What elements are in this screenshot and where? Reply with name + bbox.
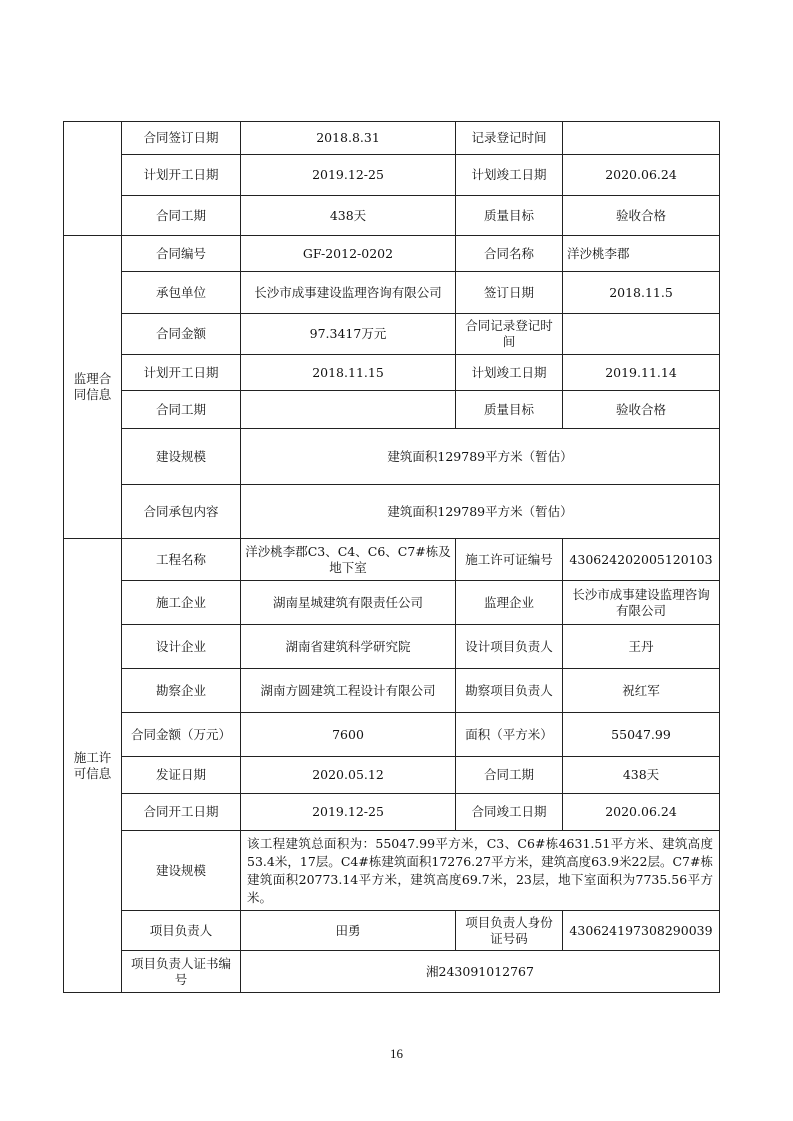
table-row — [64, 236, 720, 272]
supervisor-value: 长沙市成事建设监理咨询有限公司 — [563, 581, 720, 625]
field-label: 质量目标 — [456, 391, 563, 429]
builder-value: 湖南星城建筑有限责任公司 — [241, 581, 456, 625]
manager-value: 田勇 — [241, 911, 456, 951]
table-row — [64, 831, 720, 911]
area-value: 55047.99 — [563, 713, 720, 757]
amount-value: 97.3417万元 — [241, 314, 456, 355]
field-label: 面积（平方米） — [456, 713, 563, 757]
field-label: 签订日期 — [456, 272, 563, 314]
start-value: 2019.12-25 — [241, 794, 456, 831]
field-value: 验收合格 — [563, 196, 720, 236]
field-label: 合同名称 — [456, 236, 563, 272]
field-label: 合同承包内容 — [122, 485, 241, 539]
survey-value: 湖南方圆建筑工程设计有限公司 — [241, 669, 456, 713]
table-row — [64, 757, 720, 794]
field-label: 施工企业 — [122, 581, 241, 625]
field-label: 勘察企业 — [122, 669, 241, 713]
field-label: 质量目标 — [456, 196, 563, 236]
table-row — [64, 196, 720, 236]
table-row — [64, 669, 720, 713]
issue-date-value: 2020.05.12 — [241, 757, 456, 794]
survey-lead-value: 祝红军 — [563, 669, 720, 713]
table-row — [64, 391, 720, 429]
quality-value: 验收合格 — [563, 391, 720, 429]
field-label: 计划竣工日期 — [456, 355, 563, 391]
project-name-value: 洋沙桃李郡C3、C4、C6、C7#栋及地下室 — [241, 539, 456, 581]
manager-id-value: 430624197308290039 — [563, 911, 720, 951]
field-label: 勘察项目负责人 — [456, 669, 563, 713]
field-label: 计划开工日期 — [122, 155, 241, 196]
field-label: 项目负责人 — [122, 911, 241, 951]
field-label: 合同工期 — [122, 391, 241, 429]
field-label: 合同签订日期 — [122, 122, 241, 155]
field-label: 建设规模 — [122, 831, 241, 911]
field-value: 2018.8.31 — [241, 122, 456, 155]
top-section-cell — [64, 122, 122, 236]
field-value: 2019.12-25 — [241, 155, 456, 196]
field-label: 合同金额 — [122, 314, 241, 355]
contract-no-value: GF-2012-0202 — [241, 236, 456, 272]
table-row — [64, 314, 720, 355]
field-label: 计划开工日期 — [122, 355, 241, 391]
field-label: 建设规模 — [122, 429, 241, 485]
field-label: 设计项目负责人 — [456, 625, 563, 669]
field-label: 合同记录登记时间 — [456, 314, 563, 355]
permit-no-value: 430624202005120103 — [563, 539, 720, 581]
table-row — [64, 581, 720, 625]
field-label: 合同竣工日期 — [456, 794, 563, 831]
design-lead-value: 王丹 — [563, 625, 720, 669]
field-label: 发证日期 — [122, 757, 241, 794]
table-row — [64, 485, 720, 539]
contract-name-value: 洋沙桃李郡 — [563, 236, 720, 272]
duration-value — [241, 391, 456, 429]
field-label: 承包单位 — [122, 272, 241, 314]
field-label: 合同工期 — [122, 196, 241, 236]
field-label: 施工许可证编号 — [456, 539, 563, 581]
table-row — [64, 539, 720, 581]
field-label: 合同编号 — [122, 236, 241, 272]
plan-end-value: 2019.11.14 — [563, 355, 720, 391]
field-label: 工程名称 — [122, 539, 241, 581]
field-label: 项目负责人证书编号 — [122, 951, 241, 993]
field-label: 监理企业 — [456, 581, 563, 625]
page-number: 16 — [390, 1046, 403, 1061]
field-value — [563, 122, 720, 155]
field-label: 设计企业 — [122, 625, 241, 669]
contractor-value: 长沙市成事建设监理咨询有限公司 — [241, 272, 456, 314]
plan-start-value: 2018.11.15 — [241, 355, 456, 391]
designer-value: 湖南省建筑科学研究院 — [241, 625, 456, 669]
field-label: 记录登记时间 — [456, 122, 563, 155]
table-row — [64, 429, 720, 485]
scope-value: 建筑面积129789平方米（暂估） — [241, 485, 720, 539]
table-row — [64, 122, 720, 155]
permit-scale-value: 该工程建筑总面积为：55047.99平方米，C3、C6#栋4631.51平方米、建筑高度53.4米，17层。C4#栋建筑面积17276.27平方米，建筑高度63.9米22层。C7#栋建筑面积20773.14平方米，建筑高度69.7米，23层，地下室面积为7735.56平方米。 — [241, 831, 720, 911]
table-row — [64, 625, 720, 669]
table-row — [64, 951, 720, 993]
cert-value: 湘243091012767 — [241, 951, 720, 993]
sign-date-value: 2018.11.5 — [563, 272, 720, 314]
table-row — [64, 713, 720, 757]
scale-value: 建筑面积129789平方米（暂估） — [241, 429, 720, 485]
table-row — [64, 155, 720, 196]
supervision-section-title: 监理合同信息 — [64, 236, 122, 539]
field-label: 合同工期 — [456, 757, 563, 794]
table-row — [64, 911, 720, 951]
table-row — [64, 355, 720, 391]
field-label: 合同金额（万元） — [122, 713, 241, 757]
table-row — [64, 794, 720, 831]
field-label: 计划竣工日期 — [456, 155, 563, 196]
field-label: 合同开工日期 — [122, 794, 241, 831]
field-value: 2020.06.24 — [563, 155, 720, 196]
field-label: 项目负责人身份证号码 — [456, 911, 563, 951]
record-time-value — [563, 314, 720, 355]
field-value: 438天 — [241, 196, 456, 236]
permit-amount-value: 7600 — [241, 713, 456, 757]
info-table — [63, 121, 720, 993]
table-row — [64, 272, 720, 314]
permit-section-title: 施工许可信息 — [64, 539, 122, 993]
end-value: 2020.06.24 — [563, 794, 720, 831]
permit-duration-value: 438天 — [563, 757, 720, 794]
